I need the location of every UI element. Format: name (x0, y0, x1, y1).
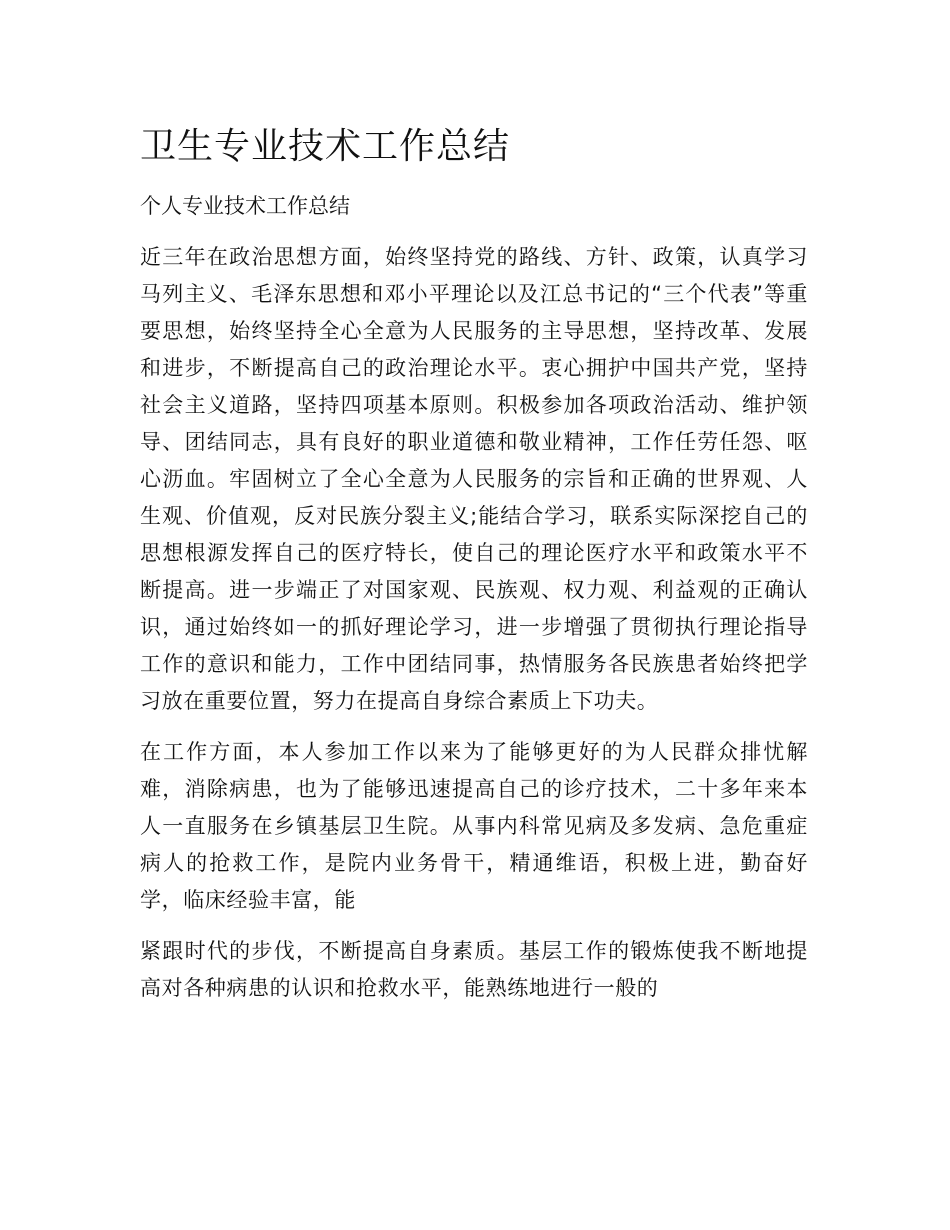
paragraph-work: 在工作方面，本人参加工作以来为了能够更好的为人民群众排忧解难，消除病患，也为了能够迅速提高自己的诊疗技术，二十多年来本人一直服务在乡镇基层卫生院。从事内科常见病及多发病、急危重症病人的抢救工作，是院内业务骨干，精通维语，积极上进，勤奋好学，临床经验丰富，能 (140, 740, 808, 912)
document-page (140, 120, 808, 1021)
document-subtitle: 个人专业技术工作总结 (140, 194, 350, 218)
paragraph-continued: 紧跟时代的步伐，不断提高自身素质。基层工作的锻炼使我不断地提高对各种病患的认识和抢救水平，能熟练地进行一般的 (140, 939, 808, 1000)
document-title: 卫生专业技术工作总结 (140, 126, 511, 167)
paragraph-political: 近三年在政治思想方面，始终坚持党的路线、方针、政策，认真学习马列主义、毛泽东思想和邓小平理论以及江总书记的“三个代表”等重要思想，始终坚持全心全意为人民服务的主导思想，坚持改革、发展和进步，不断提高自己的政治理论水平。衷心拥护中国共产党，坚持社会主义道路，坚持四项基本原则。积极参加各项政治活动、维护领导、团结同志，具有良好的职业道德和敬业精神，工作任劳任怨、呕心沥血。牢固树立了全心全意为人民服务的宗旨和正确的世界观、人生观、价值观，反对民族分裂主义;能结合学习，联系实际深挖自己的思想根源发挥自己的医疗特长，使自己的理论医疗水平和政策水平不断提高。进一步端正了对国家观、民族观、权力观、利益观的正确认识，通过始终如一的抓好理论学习，进一步增强了贯彻执行理论指导工作的意识和能力，工作中团结同事，热情服务各民族患者始终把学习放在重要位置，努力在提高自身综合素质上下功夫。 (140, 245, 808, 713)
